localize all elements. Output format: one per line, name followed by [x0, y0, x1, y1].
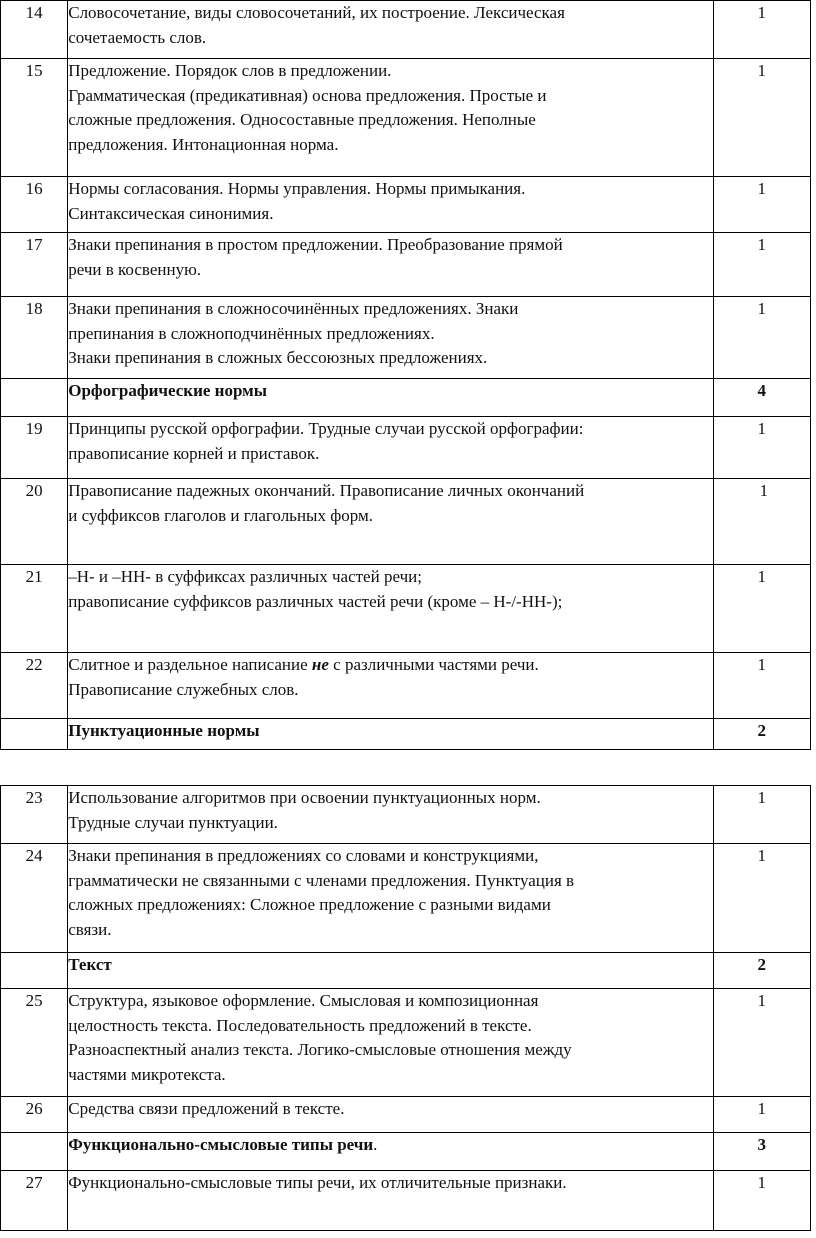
- table-row: [1, 1171, 811, 1231]
- row-topic: Предложение. Порядок слов в предложении. Грамматическая (предикативная) основа предложения. Простые и сложные предложения. Односоставные предложения. Неполные предложения. Интонационная норма.: [68, 59, 713, 177]
- row-number: 26: [1, 1097, 68, 1133]
- row-number: 15: [1, 59, 68, 177]
- section-row: [1, 379, 811, 417]
- row-hours: 1: [713, 297, 810, 379]
- row-topic: Знаки препинания в предложениях со словами и конструкциями, грамматически не связанными с членами предложения. Пунктуация в сложных предложениях: Сложное предложение с разными видами связи.: [68, 844, 713, 953]
- table-row: [1, 1097, 811, 1133]
- section-hours: 3: [713, 1133, 810, 1171]
- table-row: [1, 1, 811, 59]
- row-hours: 1: [713, 233, 810, 297]
- row-number: 19: [1, 417, 68, 479]
- row-topic: Принципы русской орфографии. Трудные случаи русской орфографии: правописание корней и приставок.: [68, 417, 713, 479]
- row-hours: 1: [713, 844, 810, 953]
- row-hours: 1: [713, 479, 810, 565]
- table-row: [1, 565, 811, 653]
- table-row: [1, 844, 811, 953]
- row-hours: 1: [713, 565, 810, 653]
- row-number: [1, 953, 68, 989]
- row-topic: Знаки препинания в сложносочинённых предложениях. Знаки препинания в сложноподчинённых предложениях. Знаки препинания в сложных бессоюзных предложениях.: [68, 297, 713, 379]
- row-hours: 1: [713, 989, 810, 1097]
- row-number: [1, 1133, 68, 1171]
- table-row: [1, 653, 811, 719]
- section-title: Функционально-смысловые типы речи.: [68, 1133, 713, 1171]
- table-row: [1, 59, 811, 177]
- row-number: 25: [1, 989, 68, 1097]
- row-number: 22: [1, 653, 68, 719]
- section-title: Пунктуационные нормы: [68, 719, 713, 750]
- row-number: 17: [1, 233, 68, 297]
- row-number: 16: [1, 177, 68, 233]
- section-title: Текст: [68, 953, 713, 989]
- section-title: Орфографические нормы: [68, 379, 713, 417]
- section-row: [1, 953, 811, 989]
- table-row: [1, 989, 811, 1097]
- row-topic: –Н- и –НН- в суффиксах различных частей речи; правописание суффиксов различных частей речи (кроме – Н-/-НН-);: [68, 565, 713, 653]
- row-topic: Нормы согласования. Нормы управления. Нормы примыкания. Синтаксическая синонимия.: [68, 177, 713, 233]
- row-hours: 1: [713, 786, 810, 844]
- row-number: 23: [1, 786, 68, 844]
- row-topic: Слитное и раздельное написание не с различными частями речи. Правописание служебных слов.: [68, 653, 713, 719]
- row-hours: 1: [713, 1097, 810, 1133]
- row-topic: Словосочетание, виды словосочетаний, их построение. Лексическая сочетаемость слов.: [68, 1, 713, 59]
- section-hours: 2: [713, 953, 810, 989]
- table-row: [1, 297, 811, 379]
- row-topic: Знаки препинания в простом предложении. Преобразование прямой речи в косвенную.: [68, 233, 713, 297]
- table-row: [1, 233, 811, 297]
- section-hours: 4: [713, 379, 810, 417]
- section-row: [1, 719, 811, 750]
- emphasized-word: не: [311, 655, 329, 674]
- table-row: [1, 786, 811, 844]
- row-number: 18: [1, 297, 68, 379]
- row-number: [1, 719, 68, 750]
- row-number: 20: [1, 479, 68, 565]
- row-number: 14: [1, 1, 68, 59]
- row-number: 24: [1, 844, 68, 953]
- row-hours: 1: [713, 1171, 810, 1231]
- row-topic: Использование алгоритмов при освоении пунктуационных норм. Трудные случаи пунктуации.: [68, 786, 713, 844]
- row-number: 27: [1, 1171, 68, 1231]
- table-row: [1, 177, 811, 233]
- row-topic: Правописание падежных окончаний. Правописание личных окончаний и суффиксов глаголов и глагольных форм.: [68, 479, 713, 565]
- row-hours: 1: [713, 177, 810, 233]
- row-topic: Средства связи предложений в тексте.: [68, 1097, 713, 1133]
- row-topic: Структура, языковое оформление. Смысловая и композиционная целостность текста. Последовательность предложений в тексте. Разноаспектный анализ текста. Логико-смысловые отношения между частями микротекста.: [68, 989, 713, 1097]
- row-number: 21: [1, 565, 68, 653]
- section-hours: 2: [713, 719, 810, 750]
- row-hours: 1: [713, 417, 810, 479]
- table-row: [1, 479, 811, 565]
- row-hours: 1: [713, 1, 810, 59]
- table-row: [1, 417, 811, 479]
- row-hours: 1: [713, 59, 810, 177]
- row-topic: Функционально-смысловые типы речи, их отличительные признаки.: [68, 1171, 713, 1231]
- row-number: [1, 379, 68, 417]
- plan-table-2: [0, 785, 811, 1231]
- section-row: [1, 1133, 811, 1171]
- row-hours: 1: [713, 653, 810, 719]
